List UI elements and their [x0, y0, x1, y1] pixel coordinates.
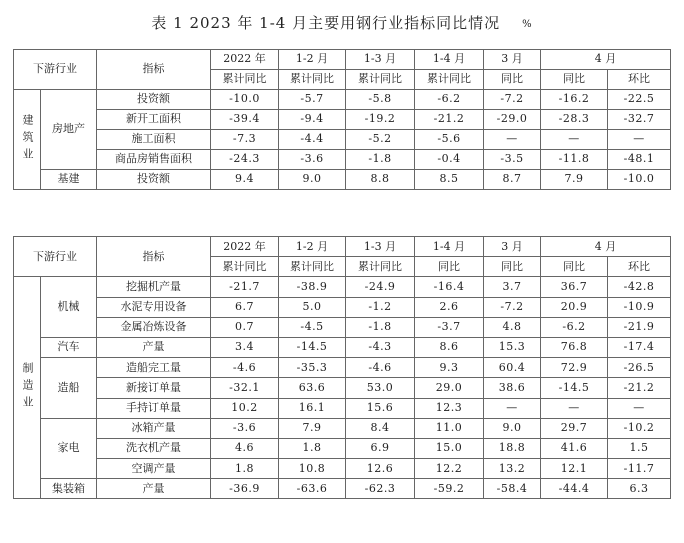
value-cell: 63.6 [279, 378, 346, 398]
value-cell: -4.6 [346, 358, 415, 378]
header-jan-feb: 1-2 月 [279, 50, 346, 70]
value-cell: -48.1 [608, 150, 671, 170]
value-cell: 15.0 [415, 438, 484, 458]
manufacturing-table [13, 236, 671, 499]
value-cell: 11.0 [415, 418, 484, 438]
sub-yoy-3: 同比 [484, 70, 541, 90]
value-cell: 1.5 [608, 438, 671, 458]
indicator-cell: 金属冶炼设备 [97, 317, 211, 337]
value-cell: 8.5 [415, 170, 484, 190]
header-2022: 2022 年 [211, 50, 279, 70]
value-cell: -7.2 [484, 90, 541, 110]
value-cell: -4.6 [211, 358, 279, 378]
indicator-cell: 新开工面积 [97, 110, 211, 130]
value-cell: 12.6 [346, 459, 415, 479]
header-row [14, 237, 671, 257]
value-cell: 53.0 [346, 378, 415, 398]
header-jan-feb: 1-2 月 [279, 237, 346, 257]
table-row [14, 90, 671, 110]
value-cell: 38.6 [484, 378, 541, 398]
value-cell: 10.2 [211, 398, 279, 418]
value-cell: 4.6 [211, 438, 279, 458]
table-row [14, 438, 671, 458]
value-cell: 5.0 [279, 297, 346, 317]
value-cell: -35.3 [279, 358, 346, 378]
sub-cum-13: 累计同比 [346, 70, 415, 90]
value-cell: -44.4 [541, 479, 608, 499]
header-jan-apr: 1-4 月 [415, 50, 484, 70]
group-shipbuilding: 造船 [41, 358, 97, 419]
value-cell: -22.5 [608, 90, 671, 110]
title-text: 表 1 2023 年 1-4 月主要用钢行业指标同比情况 [151, 14, 501, 32]
value-cell: 2.6 [415, 297, 484, 317]
value-cell: 3.4 [211, 337, 279, 357]
indicator-cell: 空调产量 [97, 459, 211, 479]
value-cell: 16.1 [279, 398, 346, 418]
header-apr: 4 月 [541, 50, 671, 70]
value-cell: -58.4 [484, 479, 541, 499]
sub-cum-12: 累计同比 [279, 257, 346, 277]
value-cell: -32.1 [211, 378, 279, 398]
value-cell: 10.8 [279, 459, 346, 479]
value-cell: -7.2 [484, 297, 541, 317]
value-cell: -10.0 [608, 170, 671, 190]
sub-yoy-3: 同比 [484, 257, 541, 277]
value-cell: 6.9 [346, 438, 415, 458]
sub-cum-12: 累计同比 [279, 70, 346, 90]
value-cell: — [484, 398, 541, 418]
unit-label: % [522, 18, 533, 30]
header-jan-mar: 1-3 月 [346, 237, 415, 257]
value-cell: 29.7 [541, 418, 608, 438]
value-cell: 12.2 [415, 459, 484, 479]
sub-cum-2022: 累计同比 [211, 257, 279, 277]
value-cell: -21.9 [608, 317, 671, 337]
table-title [0, 12, 684, 33]
value-cell: 9.0 [484, 418, 541, 438]
indicator-cell: 新接订单量 [97, 378, 211, 398]
value-cell: 18.8 [484, 438, 541, 458]
sector-manufacturing: 制造业 [14, 277, 41, 499]
value-cell: -5.6 [415, 130, 484, 150]
value-cell: -10.0 [211, 90, 279, 110]
value-cell: -5.8 [346, 90, 415, 110]
sub-cum-14: 累计同比 [415, 70, 484, 90]
value-cell: 12.1 [541, 459, 608, 479]
value-cell: -38.9 [279, 277, 346, 297]
indicator-cell: 投资额 [97, 90, 211, 110]
value-cell: -1.2 [346, 297, 415, 317]
header-apr: 4 月 [541, 237, 671, 257]
header-row [14, 50, 671, 70]
table-row [14, 398, 671, 418]
group-infrastructure: 基建 [41, 170, 97, 190]
value-cell: 7.9 [279, 418, 346, 438]
value-cell: -1.8 [346, 150, 415, 170]
value-cell: -26.5 [608, 358, 671, 378]
value-cell: -36.9 [211, 479, 279, 499]
table-row [14, 317, 671, 337]
value-cell: -21.7 [211, 277, 279, 297]
value-cell: -42.8 [608, 277, 671, 297]
value-cell: 15.3 [484, 337, 541, 357]
indicator-cell: 手持订单量 [97, 398, 211, 418]
value-cell: -3.7 [415, 317, 484, 337]
value-cell: -16.2 [541, 90, 608, 110]
table-row [14, 277, 671, 297]
value-cell: 8.7 [484, 170, 541, 190]
value-cell: -10.2 [608, 418, 671, 438]
value-cell: — [541, 398, 608, 418]
table-row [14, 459, 671, 479]
sub-cum-2022: 累计同比 [211, 70, 279, 90]
value-cell: -6.2 [415, 90, 484, 110]
value-cell: 3.7 [484, 277, 541, 297]
value-cell: -17.4 [608, 337, 671, 357]
value-cell: 9.0 [279, 170, 346, 190]
value-cell: 20.9 [541, 297, 608, 317]
indicator-cell: 挖掘机产量 [97, 277, 211, 297]
value-cell: -14.5 [541, 378, 608, 398]
value-cell: -19.2 [346, 110, 415, 130]
value-cell: 60.4 [484, 358, 541, 378]
indicator-cell: 产量 [97, 479, 211, 499]
value-cell: 8.4 [346, 418, 415, 438]
value-cell: 4.8 [484, 317, 541, 337]
header-mar: 3 月 [484, 50, 541, 70]
header-jan-mar: 1-3 月 [346, 50, 415, 70]
table-row [14, 378, 671, 398]
table-row [14, 297, 671, 317]
header-industry: 下游行业 [14, 50, 97, 90]
table-row [14, 150, 671, 170]
indicator-cell: 投资额 [97, 170, 211, 190]
value-cell: — [541, 130, 608, 150]
header-indicator: 指标 [97, 237, 211, 277]
value-cell: -28.3 [541, 110, 608, 130]
sub-mom-4: 环比 [608, 257, 671, 277]
value-cell: -16.4 [415, 277, 484, 297]
value-cell: -4.4 [279, 130, 346, 150]
value-cell: — [484, 130, 541, 150]
table-row [14, 110, 671, 130]
value-cell: 6.3 [608, 479, 671, 499]
value-cell: 29.0 [415, 378, 484, 398]
value-cell: -14.5 [279, 337, 346, 357]
group-container: 集装箱 [41, 479, 97, 499]
value-cell: -7.3 [211, 130, 279, 150]
value-cell: -21.2 [608, 378, 671, 398]
table-row [14, 337, 671, 357]
value-cell: 15.6 [346, 398, 415, 418]
value-cell: 12.3 [415, 398, 484, 418]
value-cell: -59.2 [415, 479, 484, 499]
value-cell: -6.2 [541, 317, 608, 337]
indicator-cell: 施工面积 [97, 130, 211, 150]
table-row [14, 130, 671, 150]
value-cell: 1.8 [211, 459, 279, 479]
header-2022: 2022 年 [211, 237, 279, 257]
table-row [14, 358, 671, 378]
sub-mom-4: 环比 [608, 70, 671, 90]
value-cell: 8.6 [415, 337, 484, 357]
value-cell: -9.4 [279, 110, 346, 130]
indicator-cell: 冰箱产量 [97, 418, 211, 438]
value-cell: 41.6 [541, 438, 608, 458]
sector-construction: 建筑业 [14, 90, 41, 190]
indicator-cell: 产量 [97, 337, 211, 357]
header-mar: 3 月 [484, 237, 541, 257]
sub-yoy-14: 同比 [415, 257, 484, 277]
header-industry: 下游行业 [14, 237, 97, 277]
value-cell: 9.4 [211, 170, 279, 190]
table-row [14, 479, 671, 499]
header-indicator: 指标 [97, 50, 211, 90]
value-cell: -4.5 [279, 317, 346, 337]
value-cell: 36.7 [541, 277, 608, 297]
indicator-cell: 水泥专用设备 [97, 297, 211, 317]
value-cell: -63.6 [279, 479, 346, 499]
construction-table [13, 49, 671, 190]
group-appliances: 家电 [41, 418, 97, 479]
value-cell: -11.8 [541, 150, 608, 170]
sub-yoy-4: 同比 [541, 70, 608, 90]
value-cell: — [608, 130, 671, 150]
value-cell: -11.7 [608, 459, 671, 479]
indicator-cell: 商品房销售面积 [97, 150, 211, 170]
sub-yoy-4: 同比 [541, 257, 608, 277]
value-cell: -24.3 [211, 150, 279, 170]
value-cell: -3.6 [211, 418, 279, 438]
value-cell: -5.7 [279, 90, 346, 110]
value-cell: 13.2 [484, 459, 541, 479]
header-jan-apr: 1-4 月 [415, 237, 484, 257]
value-cell: -24.9 [346, 277, 415, 297]
table-row [14, 170, 671, 190]
group-machinery: 机械 [41, 277, 97, 338]
group-real-estate: 房地产 [41, 90, 97, 170]
value-cell: -4.3 [346, 337, 415, 357]
table-row [14, 418, 671, 438]
value-cell: -0.4 [415, 150, 484, 170]
indicator-cell: 洗衣机产量 [97, 438, 211, 458]
value-cell: -10.9 [608, 297, 671, 317]
value-cell: -62.3 [346, 479, 415, 499]
value-cell: 72.9 [541, 358, 608, 378]
value-cell: -39.4 [211, 110, 279, 130]
value-cell: 7.9 [541, 170, 608, 190]
value-cell: -29.0 [484, 110, 541, 130]
value-cell: 0.7 [211, 317, 279, 337]
value-cell: — [608, 398, 671, 418]
value-cell: -5.2 [346, 130, 415, 150]
value-cell: 9.3 [415, 358, 484, 378]
value-cell: 8.8 [346, 170, 415, 190]
value-cell: -3.6 [279, 150, 346, 170]
indicator-cell: 造船完工量 [97, 358, 211, 378]
sub-cum-13: 累计同比 [346, 257, 415, 277]
value-cell: -3.5 [484, 150, 541, 170]
value-cell: -1.8 [346, 317, 415, 337]
group-automobile: 汽车 [41, 337, 97, 357]
value-cell: 1.8 [279, 438, 346, 458]
value-cell: -32.7 [608, 110, 671, 130]
value-cell: 6.7 [211, 297, 279, 317]
value-cell: -21.2 [415, 110, 484, 130]
value-cell: 76.8 [541, 337, 608, 357]
